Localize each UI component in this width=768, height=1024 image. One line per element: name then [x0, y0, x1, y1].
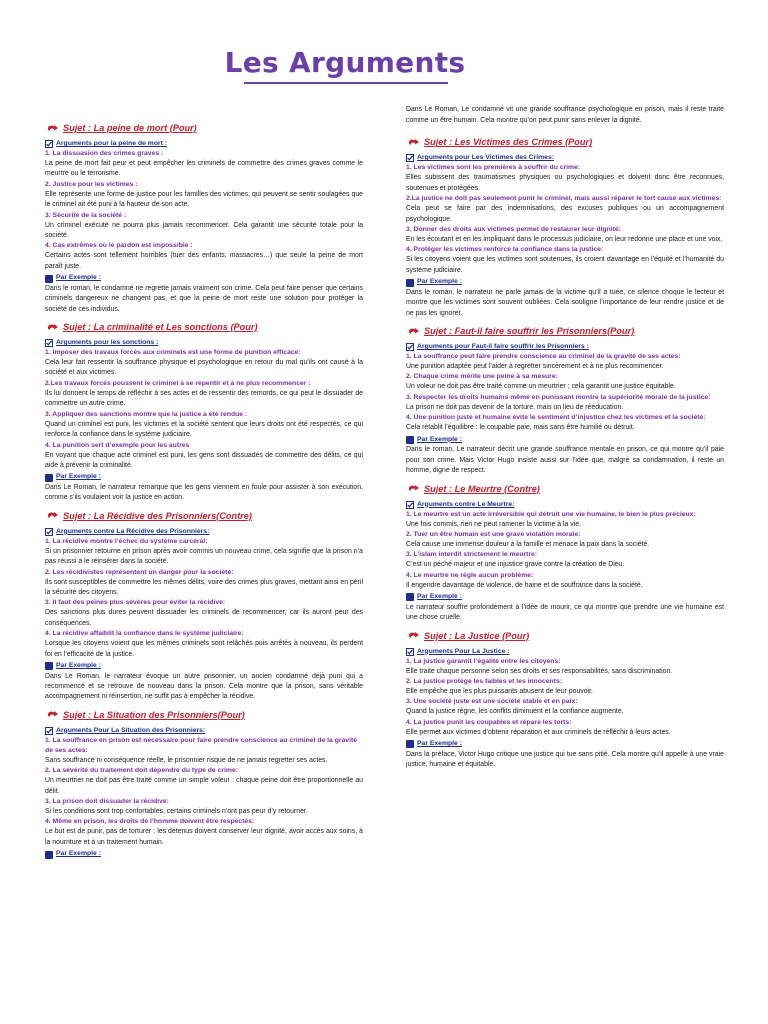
arguments-header-label: Arguments Pour La Justice : — [417, 647, 510, 655]
argument-title: 2. Chaque crime mérite une peine à sa mesure: — [406, 373, 558, 381]
example-text: Dans la préface, Victor Hugo critique une justice qui tue sans pitié. Cela montre qu’il appelle à une vraie justice, humaine et équitable. — [406, 750, 724, 769]
subject-heading — [45, 709, 363, 721]
argument-text: Cela leur fait ressentir la souffrance physique et psychologique en retour du mal qu’ils ont causé à la société et aux victimes. — [45, 359, 363, 377]
subject-section — [45, 321, 363, 504]
right-column — [406, 104, 724, 777]
example-text: Dans Le Roman, le narrateur remarque que les gens viennent en foule pour assister à son exécution, comme s’ils voulaient voir la justice en action. — [45, 483, 363, 502]
example-header — [45, 661, 363, 672]
argument-title: 1. Les victimes sont les premières à souffrir du crime: — [406, 164, 581, 172]
check-box-icon — [406, 501, 414, 509]
argument-title: 3. Il faut des peines plus sévères pour éviter la récidive: — [45, 599, 226, 607]
argument-title: 2. Tuer un être humain est une grave violation morale: — [406, 530, 581, 538]
argument-title: 4. La justice punit les coupables et répare les torts: — [406, 718, 572, 726]
argument-text: Un voleur ne doit pas être traité comme un meurtrier ; cela garantit une justice équitable. — [406, 383, 676, 391]
example-header-label: Par Exemple : — [417, 435, 462, 443]
example-header-label: Par Exemple : — [56, 473, 101, 481]
check-box-icon — [45, 528, 53, 536]
subject-heading — [406, 630, 724, 642]
argument-text: Un meurtrier ne doit pas être traité comme un simple voleur : chaque peine doit être proportionnelle au délit. — [45, 777, 363, 795]
subject-section — [406, 630, 724, 771]
argument-title: 4. Même en prison, les droits de l’homme doivent être respectés: — [45, 818, 255, 826]
argument-text: Elle représente une forme de justice pour les familles des victimes, qui peuvent se sentir soulagées que le criminel ait été puni à la hauteur de son acte. — [45, 190, 363, 209]
argument-text: Elle permet aux victimes d’obtenir réparation et aux criminels de réfléchir à leurs actes. — [406, 728, 671, 736]
argument-title: 3. L’islam interdit strictement le meurtre: — [406, 551, 538, 559]
arguments-header — [406, 647, 724, 657]
argument-title: 2. Les récidivistes représentent un danger pour la société: — [45, 568, 234, 576]
argument-title: 1. Imposer des travaux forcés aux criminels est une forme de punition efficace: — [45, 349, 301, 357]
book-icon — [406, 593, 414, 601]
example-header-label: Par Exemple : — [417, 278, 462, 286]
check-box-icon — [406, 154, 414, 162]
subject-heading — [45, 122, 363, 134]
argument-title: 1. La dissuasion des crimes graves : — [45, 150, 164, 157]
argument-text: Quand un criminel est puni, les victimes et la société sentent que leurs droits ont été respectés, ce qui renforce la confiance dans le système judiciaire. — [45, 420, 363, 439]
argument-text: Si les conditions sont trop confortables, certains criminels n’ont pas peur d’y retourner. — [45, 808, 308, 815]
arguments-header — [406, 153, 724, 163]
argument-title: 4. Une punition juste et humaine évite le sentiment d’injustice chez les victimes et la société: — [406, 414, 706, 422]
argument-title: 3. Donner des droits aux victimes permet de restaurer leur dignité: — [406, 226, 621, 234]
arguments-header-label: Arguments contre Le Meurtre: — [417, 500, 515, 508]
book-icon — [406, 740, 414, 748]
example-header — [45, 849, 363, 860]
argument-text: Quand la justice règne, les conflits diminuent et la confiance augmente. — [406, 708, 624, 716]
argument-text: Certains actes sont tellement horribles (tuer des enfants, massacres…) que seule la peine de mort paraît juste. — [45, 252, 363, 270]
subject-heading — [406, 325, 724, 337]
book-icon — [45, 474, 53, 482]
argument-text: Une punition adaptée peut l’aider à regretter sincèrement et à ne plus recommencer. — [406, 363, 664, 371]
page-title: Les Arguments — [224, 46, 466, 79]
left-column — [45, 116, 363, 866]
argument-text: La peine de mort fait peur et peut empêcher les criminels de commettre des crimes graves comme le meurtre ou le terrorisme. — [45, 160, 363, 178]
book-icon — [406, 279, 414, 287]
example-header — [406, 592, 724, 603]
argument-title: 4. Protéger les victimes renforce la confiance dans la justice: — [406, 246, 604, 254]
book-icon — [45, 851, 53, 859]
arguments-header — [45, 527, 363, 537]
arrow-loop-icon — [406, 326, 420, 336]
subject-label: Sujet : La Récidive des Prisonniers(Contre) — [63, 510, 252, 521]
example-header-label: Par Exemple : — [56, 661, 101, 669]
argument-text: Elle empêche que les plus puissants abusent de leur pouvoir. — [406, 687, 593, 695]
arguments-header — [406, 500, 724, 510]
argument-text: La prison ne doit pas devenir de la torture, mais un lieu de rééducation. — [406, 403, 624, 411]
example-header — [406, 277, 724, 288]
example-header-label: Par Exemple : — [56, 274, 101, 282]
argument-title: 4. Le meurtre ne règle aucun problème: — [406, 571, 534, 579]
check-box-icon — [406, 343, 414, 351]
example-text: Dans le roman, Le narrateur décrit une grande souffrance mentale en prison, ce qui montre qu’il paie pour son crime. Mais Victor Hugo insiste aussi sur l’idée que, malgré sa condamnation, il reste un homme, digne de respect. — [406, 446, 724, 475]
title-underline — [244, 82, 448, 84]
check-box-icon — [45, 727, 53, 735]
arrow-loop-icon — [45, 123, 59, 133]
example-header-label: Par Exemple : — [56, 850, 101, 858]
argument-text: Cela peut se faire par des indemnisations, des excuses publiques ou un accompagnement psychologique. — [406, 205, 724, 223]
subject-section — [45, 510, 363, 703]
argument-text: Sans souffrance ni conséquence réelle, le prisonnier risque de ne jamais regretter ses actes. — [45, 756, 328, 764]
argument-text: Un criminel exécuté ne pourra plus jamais recommencer. Cela garantit une sécurité totale pour la société. — [45, 221, 363, 240]
example-text: Dans le roman, le narrateur ne parle jamais de la victime qu’il a tuée, ce silence choque le lecteur et montre que les victimes sont souvent oubliées. Cela souligne l’importance de leur rendre justice et de ne pas les ignorer. — [406, 288, 724, 317]
book-icon — [45, 662, 53, 670]
subject-label: Sujet : La peine de mort (Pour) — [63, 123, 197, 133]
intro-text: Dans Le Roman, Le condamné vit une grande souffrance psychologique en prison, mais il reste traité comme un être humain. Cela montre qu’on peut punir sans enlever la dignité. — [406, 106, 724, 125]
argument-title: 2. La justice protège les faibles et les innocents: — [406, 677, 562, 685]
argument-title: 1. Le meurtre est un acte irréversible qui détruit une vie humaine, le bien le plus précieux: — [406, 510, 696, 518]
argument-text: Elle traite chaque personne selon ses droits et ses responsabilités, sans discrimination. — [406, 667, 673, 675]
example-header-label: Par Exemple : — [417, 740, 462, 748]
subject-section — [406, 483, 724, 624]
subject-label: Sujet : La Situation des Prisonniers(Pour) — [63, 709, 245, 720]
subject-section — [45, 709, 363, 860]
argument-title: 3. Sécurité de la société : — [45, 211, 127, 219]
arrow-loop-icon — [406, 137, 420, 147]
argument-text: Cela cause une immense douleur à la famille et menace la paix dans la société. — [406, 540, 650, 548]
argument-text: Si les citoyens voient que les victimes sont soutenues, ils croient davantage en l’équité et l’humanité du système judiciaire. — [406, 256, 724, 274]
argument-title: 1. La souffrance peut faire prendre conscience au criminel de la gravité de ses actes: — [406, 353, 681, 361]
argument-title: 4. Cas extrêmes où le pardon est impossible : — [45, 242, 193, 250]
arguments-header-label: Arguments pour les sonctions : — [56, 339, 159, 347]
check-box-icon — [45, 140, 53, 148]
arguments-header — [45, 338, 363, 348]
subject-label: Sujet : La criminalité et Les sonctions (Pour) — [63, 322, 258, 333]
argument-text: Une fois commis, rien ne peut ramener la victime à la vie. — [406, 520, 582, 528]
argument-text: Le but est de punir, pas de torturer : les détenus doivent conserver leur dignité, avoir accès aux soins, à la nourriture et à un traitement humain. — [45, 828, 363, 846]
arguments-header-label: Arguments pour Les Victimes des Crimes: — [417, 154, 554, 162]
check-box-icon — [45, 339, 53, 347]
argument-text: Il engendre davantage de violence, de haine et de souffrance dans la société. — [406, 581, 643, 589]
subject-heading — [45, 510, 363, 522]
arguments-header-label: Arguments pour la peine de mort : — [56, 140, 168, 147]
argument-text: C’est un péché majeur et une injustice grave contre la création de Dieu. — [406, 561, 625, 569]
arguments-header — [45, 726, 363, 736]
subject-label: Sujet : Le Meurtre (Contre) — [424, 483, 540, 494]
arguments-header — [45, 139, 363, 149]
subject-heading — [406, 483, 724, 495]
subject-section — [406, 136, 724, 319]
example-header — [406, 435, 724, 446]
argument-text: Elles subissent des traumatismes physiques ou psychologiques et doivent donc être reconnues, soutenues et protégées. — [406, 174, 724, 192]
argument-title: 1. La justice garantit l’égalité entre les citoyens: — [406, 657, 561, 665]
arrow-loop-icon — [406, 631, 420, 641]
argument-title: 3. Une société juste est une société stable et en paix: — [406, 698, 578, 706]
argument-title: 4. La récidive affaiblit la confiance dans le système judiciaire: — [45, 630, 244, 638]
example-header — [45, 273, 363, 284]
argument-title: 2.Les travaux forcés poussent le criminel à se repentir et à ne plus recommencer : — [45, 379, 311, 387]
example-header — [45, 472, 363, 483]
argument-title: 2. La sévérité du traitement doit dépendre du type de crime: — [45, 767, 239, 775]
subject-label: Sujet : Faut-il faire souffrir les Prisonniers(Pour) — [424, 326, 635, 337]
argument-title: 1. La récidive montre l’échec du système carcéral: — [45, 537, 208, 545]
example-header-label: Par Exemple : — [417, 593, 462, 601]
argument-text: En voyant que chaque acte criminel est puni, les gens sont dissuadés de commettre des délits, ce qui aide à prévenir la criminalité. — [45, 451, 363, 469]
example-text: Dans Le Roman, le narrateur évoque un autre prisonnier, un ancien condamné déjà puni qui a recommencé et se retrouve de nouveau dans la prison. Cela montre que la prison, sans véritable accompagnement ni réinsertion, ne suffit pas à empêcher la récidive. — [45, 672, 363, 701]
example-text: Le narrateur souffre profondément à l’idée de mourir, ce qui montre que prendre une vie humaine est une chose cruelle. — [406, 603, 724, 622]
argument-text: Ils lui donnent le temps de réfléchir à ses actes et de ressentir des remords, ce qui peut le dissuader de commettre un autre crime. — [45, 389, 363, 408]
arguments-header-label: Arguments contre La Récidive des Prisonniers: — [56, 527, 210, 535]
arguments-header — [406, 342, 724, 352]
subject-section — [45, 122, 363, 315]
argument-title: 2. Justice pour les victimes : — [45, 180, 138, 188]
argument-text: Ils sont susceptibles de commettre les mêmes délits, voire des crimes plus graves, mettant ainsi en péril la sécurité des citoyens. — [45, 578, 363, 596]
book-icon — [406, 436, 414, 444]
arguments-header-label: Arguments Pour La Situation des Prisonniers: — [56, 726, 206, 734]
argument-title: 3. La prison doit dissuader la récidive: — [45, 798, 169, 805]
arrow-loop-icon — [45, 710, 59, 720]
arrow-loop-icon — [406, 484, 420, 494]
argument-text: Cela rétablit l’équilibre : le coupable paie, mais sans être humilié ou détruit. — [406, 424, 635, 432]
arguments-header-label: Arguments pour Faut-il faire souffrir les Prisonniers : — [417, 343, 589, 351]
example-header — [406, 739, 724, 750]
argument-title: 1. La souffrance en prison est nécessaire pour faire prendre conscience au criminel de la gravité de ses actes: — [45, 736, 358, 754]
example-text: Dans le roman, le condamné ne regrette jamais vraiment son crime. Cela peut faire penser que certains criminels dangereux ne changent pas, et que la peine de mort reste une solution pour protéger la société de ces individus. — [45, 284, 363, 313]
subject-label: Sujet : Les Victimes des Crimes (Pour) — [424, 137, 593, 148]
argument-title: 4. La punition sert d’exemple pour les autres — [45, 441, 190, 449]
subject-heading — [406, 136, 724, 148]
arrow-loop-icon — [45, 322, 59, 332]
check-box-icon — [406, 648, 414, 656]
argument-title: 3. Appliquer des sanctions montre que la justice a été rendue : — [45, 410, 248, 418]
argument-title: 2.La justice ne doit pas seulement punir le criminel, mais aussi réparer le tort causé aux victimes: — [406, 195, 722, 203]
argument-text: Lorsque les citoyens voient que les mêmes criminels sont relâchés puis arrêtés à nouveau, ils perdent foi en l’efficacité de la justice. — [45, 640, 363, 658]
argument-text: Si un prisonnier retourne en prison après avoir commis un nouveau crime, cela signifie que la prison n’a pas réussi à le réinsérer dans la société. — [45, 547, 363, 566]
subject-section — [406, 325, 724, 476]
argument-text: En les écoutant et en les impliquant dans le processus judiciaire, on leur redonne une place et une voix. — [406, 236, 723, 244]
subject-label: Sujet : La Justice (Pour) — [424, 630, 530, 641]
book-icon — [45, 275, 53, 283]
argument-title: 3. Respecter les droits humains même en punissant montre la supériorité morale de la justice: — [406, 393, 711, 401]
argument-text: Des sanctions plus dures peuvent dissuader les criminels de recommencer, car ils auront peur des conséquences. — [45, 609, 363, 627]
subject-heading — [45, 321, 363, 333]
arrow-loop-icon — [45, 511, 59, 521]
